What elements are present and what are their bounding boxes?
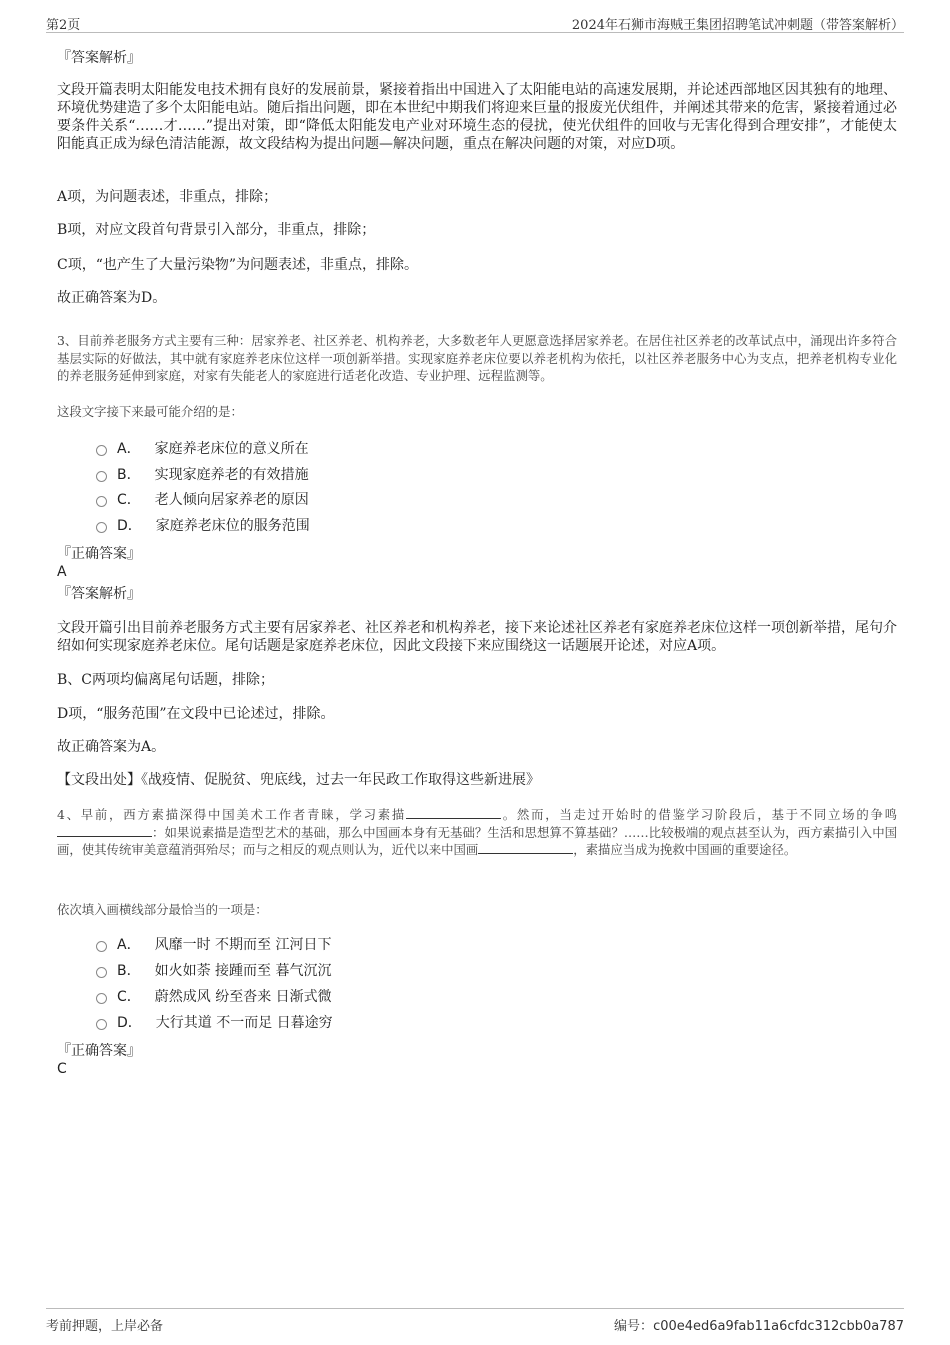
radio-button[interactable]	[96, 445, 107, 456]
q4-option-d[interactable]: D． 大行其道 不一而足 日暮途穷	[96, 1014, 333, 1032]
q2-analysis-text: 文段开篇表明太阳能发电技术拥有良好的发展前景，紧接着指出中国进入了太阳能电站的高速发展期，并论述西部地区因其独有的地理、环境优势建造了多个太阳能电站。随后指出问题，即在本世纪中期我们将迎来巨量的报废光伏组件，并阐述其带来的危害，紧接着通过必要条件关系“……才……”提出对策，即“降低太阳能发电产业对环境生态的侵扰，使光伏组件的回收与无害化得到合理安排”，才能使太阳能真正成为绿色清洁能源，故文段结构为提出问题—解决问题，重点在解决问题的对策，对应D项。	[57, 82, 897, 152]
page-footer	[46, 1308, 904, 1339]
q2-conclusion: 故正确答案为D。	[57, 290, 167, 306]
q3-answer: A	[57, 564, 67, 580]
footer-slogan: 考前押题，上岸必备	[46, 1319, 164, 1334]
document-title: 2024年石狮市海贼王集团招聘笔试冲刺题（带答案解析）	[571, 18, 904, 33]
radio-button[interactable]	[96, 496, 107, 507]
blank-line-1	[406, 806, 501, 819]
q3-answer-label: 『正确答案』	[57, 546, 141, 562]
radio-button[interactable]	[96, 471, 107, 482]
q3-analysis-label: 『答案解析』	[57, 586, 141, 602]
page-header	[46, 12, 904, 33]
q2-point-a: A项，为问题表述，非重点，排除；	[57, 189, 278, 205]
q3-analysis-text: 文段开篇引出目前养老服务方式主要有居家养老、社区养老和机构养老，接下来论述社区养老有家庭养老床位这样一项创新举措，尾句介绍如何实现家庭养老床位。尾句话题是家庭养老床位，因此文段接下来应围绕这一话题展开论述，对应A项。	[57, 620, 897, 654]
q2-analysis-label: 『答案解析』	[57, 50, 141, 66]
q4-option-b[interactable]: B． 如火如荼 接踵而至 暮气沉沉	[96, 962, 332, 980]
q4-question: 依次填入画横线部分最恰当的一项是：	[57, 902, 268, 917]
q3-question: 这段文字接下来最可能介绍的是：	[57, 404, 243, 419]
document-code: 编号：c00e4ed6a9fab11a6cfdc312cbb0a787	[614, 1319, 904, 1334]
q3-option-a[interactable]: A． 家庭养老床位的意义所在	[96, 440, 309, 458]
q4-answer-label: 『正确答案』	[57, 1043, 141, 1059]
q3-source: 【文段出处】《战疫情、促脱贫、兜底线，过去一年民政工作取得这些新进展》	[57, 772, 540, 788]
q2-point-b: B项，对应文段首句背景引入部分，非重点，排除；	[57, 222, 376, 238]
radio-button[interactable]	[96, 941, 107, 952]
q3-conclusion: 故正确答案为A。	[57, 739, 166, 755]
q4-option-c[interactable]: C． 蔚然成风 纷至沓来 日渐式微	[96, 988, 332, 1006]
q3-option-d[interactable]: D． 家庭养老床位的服务范围	[96, 517, 310, 535]
q3-option-b[interactable]: B． 实现家庭养老的有效措施	[96, 466, 309, 484]
blank-line-3	[478, 841, 573, 854]
q3-point-d: D项，“服务范围”在文段中已论述过，排除。	[57, 706, 335, 722]
q4-stem: 4、早前，西方素描深得中国美术工作者青睐，学习素描 。然而，当走过开始时的借鉴学习阶段后，基于不同立场的争鸣：如果说素描是造型艺术的基础，那么中国画本身有无基础？生活和思想算不算基础？……比较极端的观点甚至认为，西方素描引入中国画，使其传统审美意蕴消弭殆尽；而与之相反的观点则认为，近代以来中国画 ，素描应当成为挽救中国画的重要途径。	[57, 807, 897, 857]
radio-button[interactable]	[96, 967, 107, 978]
q4-answer: C	[57, 1061, 67, 1077]
page-number: 第2页	[46, 18, 81, 33]
q4-option-a[interactable]: A． 风靡一时 不期而至 江河日下	[96, 936, 331, 954]
radio-button[interactable]	[96, 522, 107, 533]
q2-point-c: C项，“也产生了大量污染物”为问题表述，非重点，排除。	[57, 257, 419, 273]
blank-line-2	[57, 824, 152, 837]
radio-button[interactable]	[96, 993, 107, 1004]
q3-stem: 3、目前养老服务方式主要有三种：居家养老、社区养老、机构养老，大多数老年人更愿意选择居家养老。在居住社区养老的改革试点中，涌现出许多符合基层实际的好做法，其中就有家庭养老床位这样一项创新举措。实现家庭养老床位要以养老机构为依托，以社区养老服务中心为支点，把养老机构专业化的养老服务延伸到家庭，对家有失能老人的家庭进行适老化改造、专业护理、远程监测等。	[57, 333, 897, 383]
radio-button[interactable]	[96, 1019, 107, 1030]
q3-point-bc: B、C两项均偏离尾句话题，排除；	[57, 672, 274, 688]
q3-option-c[interactable]: C． 老人倾向居家养老的原因	[96, 491, 309, 509]
